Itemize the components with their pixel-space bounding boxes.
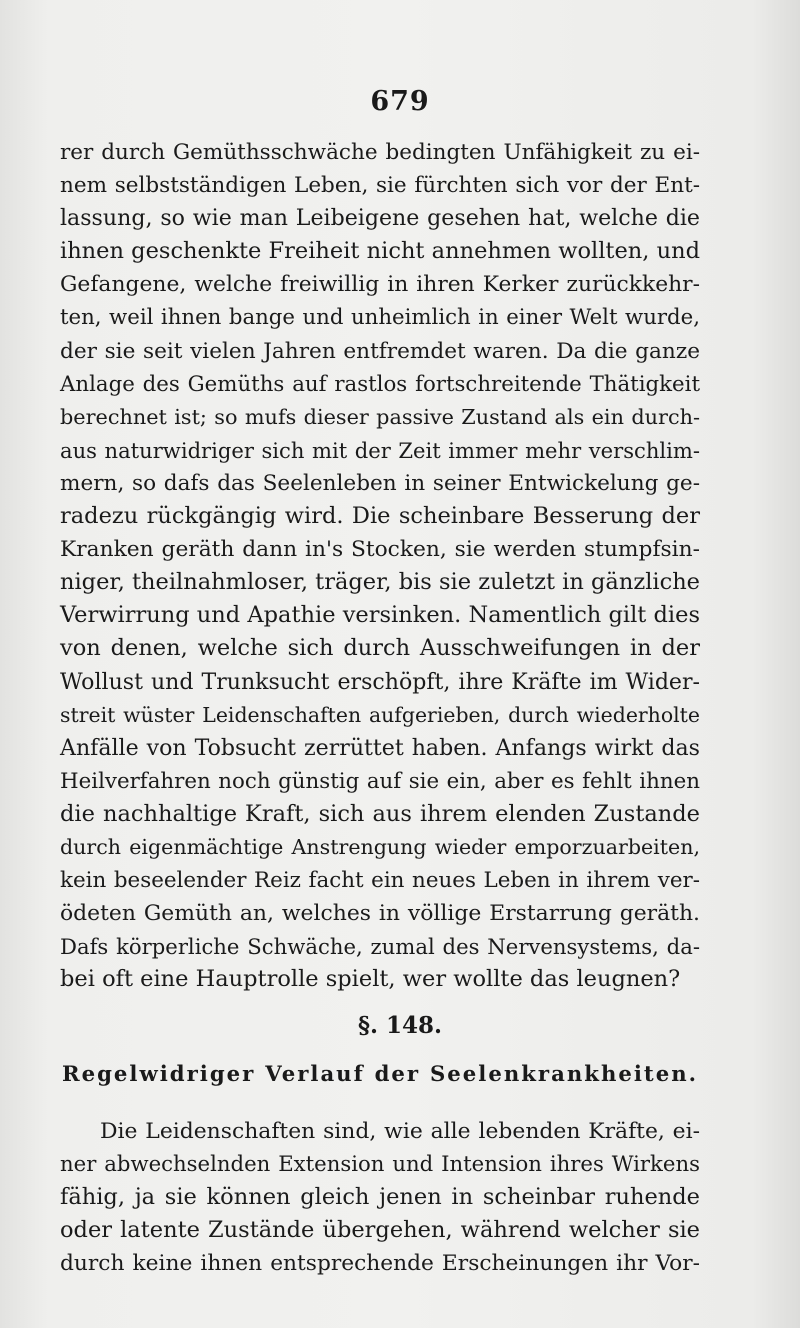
text-line: Wollust und Trunksucht erschöpft, ihre Kräfte im Wider- bbox=[60, 669, 700, 695]
page-number: 679 bbox=[370, 86, 430, 117]
text-line: der sie seit vielen Jahren entfremdet waren. Da die ganze bbox=[60, 338, 700, 364]
text-line: die nachhaltige Kraft, sich aus ihrem elenden Zustande bbox=[60, 800, 700, 827]
text-line: bei oft eine Hauptrolle spielt, wer wollte das leugnen? bbox=[60, 966, 681, 993]
text-line: radezu rückgängig wird. Die scheinbare Besserung der bbox=[60, 503, 700, 530]
section-heading: Regelwidriger Verlauf der Seelenkrankheiten. bbox=[62, 1062, 698, 1087]
text-line: fähig, ja sie können gleich jenen in scheinbar ruhende bbox=[60, 1184, 700, 1211]
text-line: niger, theilnahmloser, träger, bis sie zuletzt in gänzliche bbox=[60, 569, 700, 596]
text-line: Anlage des Gemüths auf rastlos fortschreitende Thätigkeit bbox=[60, 371, 700, 397]
text-line: mern, so dafs das Seelenleben in seiner Entwickelung ge- bbox=[60, 470, 700, 496]
text-line: Gefangene, welche freiwillig in ihren Kerker zurückkehr- bbox=[60, 272, 700, 298]
text-line: ödeten Gemüth an, welches in völlige Erstarrung geräth. bbox=[60, 901, 700, 927]
text-line: rer durch Gemüthsschwäche bedingten Unfähigkeit zu ei- bbox=[60, 140, 700, 165]
text-line: Die Leidenschaften sind, wie alle lebenden Kräfte, ei- bbox=[100, 1119, 700, 1144]
text-line: ten, weil ihnen bange und unheimlich in einer Welt wurde, bbox=[60, 305, 700, 331]
section-number: §. 148. bbox=[357, 1012, 443, 1039]
text-line: ihnen geschenkte Freiheit nicht annehmen wollten, und bbox=[60, 238, 700, 265]
text-line: Dafs körperliche Schwäche, zumal des Nervensystems, da- bbox=[60, 934, 700, 960]
text-line: aus naturwidriger sich mit der Zeit immer mehr verschlim- bbox=[60, 437, 700, 463]
text-line: durch keine ihnen entsprechende Erscheinungen ihr Vor- bbox=[60, 1251, 700, 1277]
text-line: Anfälle von Tobsucht zerrüttet haben. Anfangs wirkt das bbox=[60, 735, 700, 761]
text-line: Verwirrung und Apathie versinken. Namentlich gilt dies bbox=[60, 602, 700, 629]
text-line: oder latente Zustände übergehen, während welcher sie bbox=[60, 1217, 700, 1244]
text-line: durch eigenmächtige Anstrengung wieder emporzuarbeiten, bbox=[60, 834, 700, 859]
text-line: Heilverfahren noch günstig auf sie ein, aber es fehlt ihnen bbox=[60, 768, 700, 794]
text-line: lassung, so wie man Leibeigene gesehen hat, welche die bbox=[60, 206, 700, 232]
text-line: streit wüster Leidenschaften aufgerieben, durch wiederholte bbox=[60, 702, 700, 727]
text-line: Kranken geräth dann in's Stocken, sie werden stumpfsin- bbox=[60, 537, 700, 563]
text-line: ner abwechselnden Extension und Intension ihres Wirkens bbox=[60, 1152, 700, 1178]
text-line: berechnet ist; so mufs dieser passive Zustand als ein durch- bbox=[60, 404, 700, 429]
paragraph-1 bbox=[60, 136, 700, 996]
text-line: von denen, welche sich durch Ausschweifungen in der bbox=[60, 635, 700, 662]
text-line: nem selbstständigen Leben, sie fürchten sich vor der Ent- bbox=[60, 173, 700, 199]
text-line: kein beseelender Reiz facht ein neues Leben in ihrem ver- bbox=[60, 868, 700, 894]
paragraph-2 bbox=[60, 1115, 700, 1280]
